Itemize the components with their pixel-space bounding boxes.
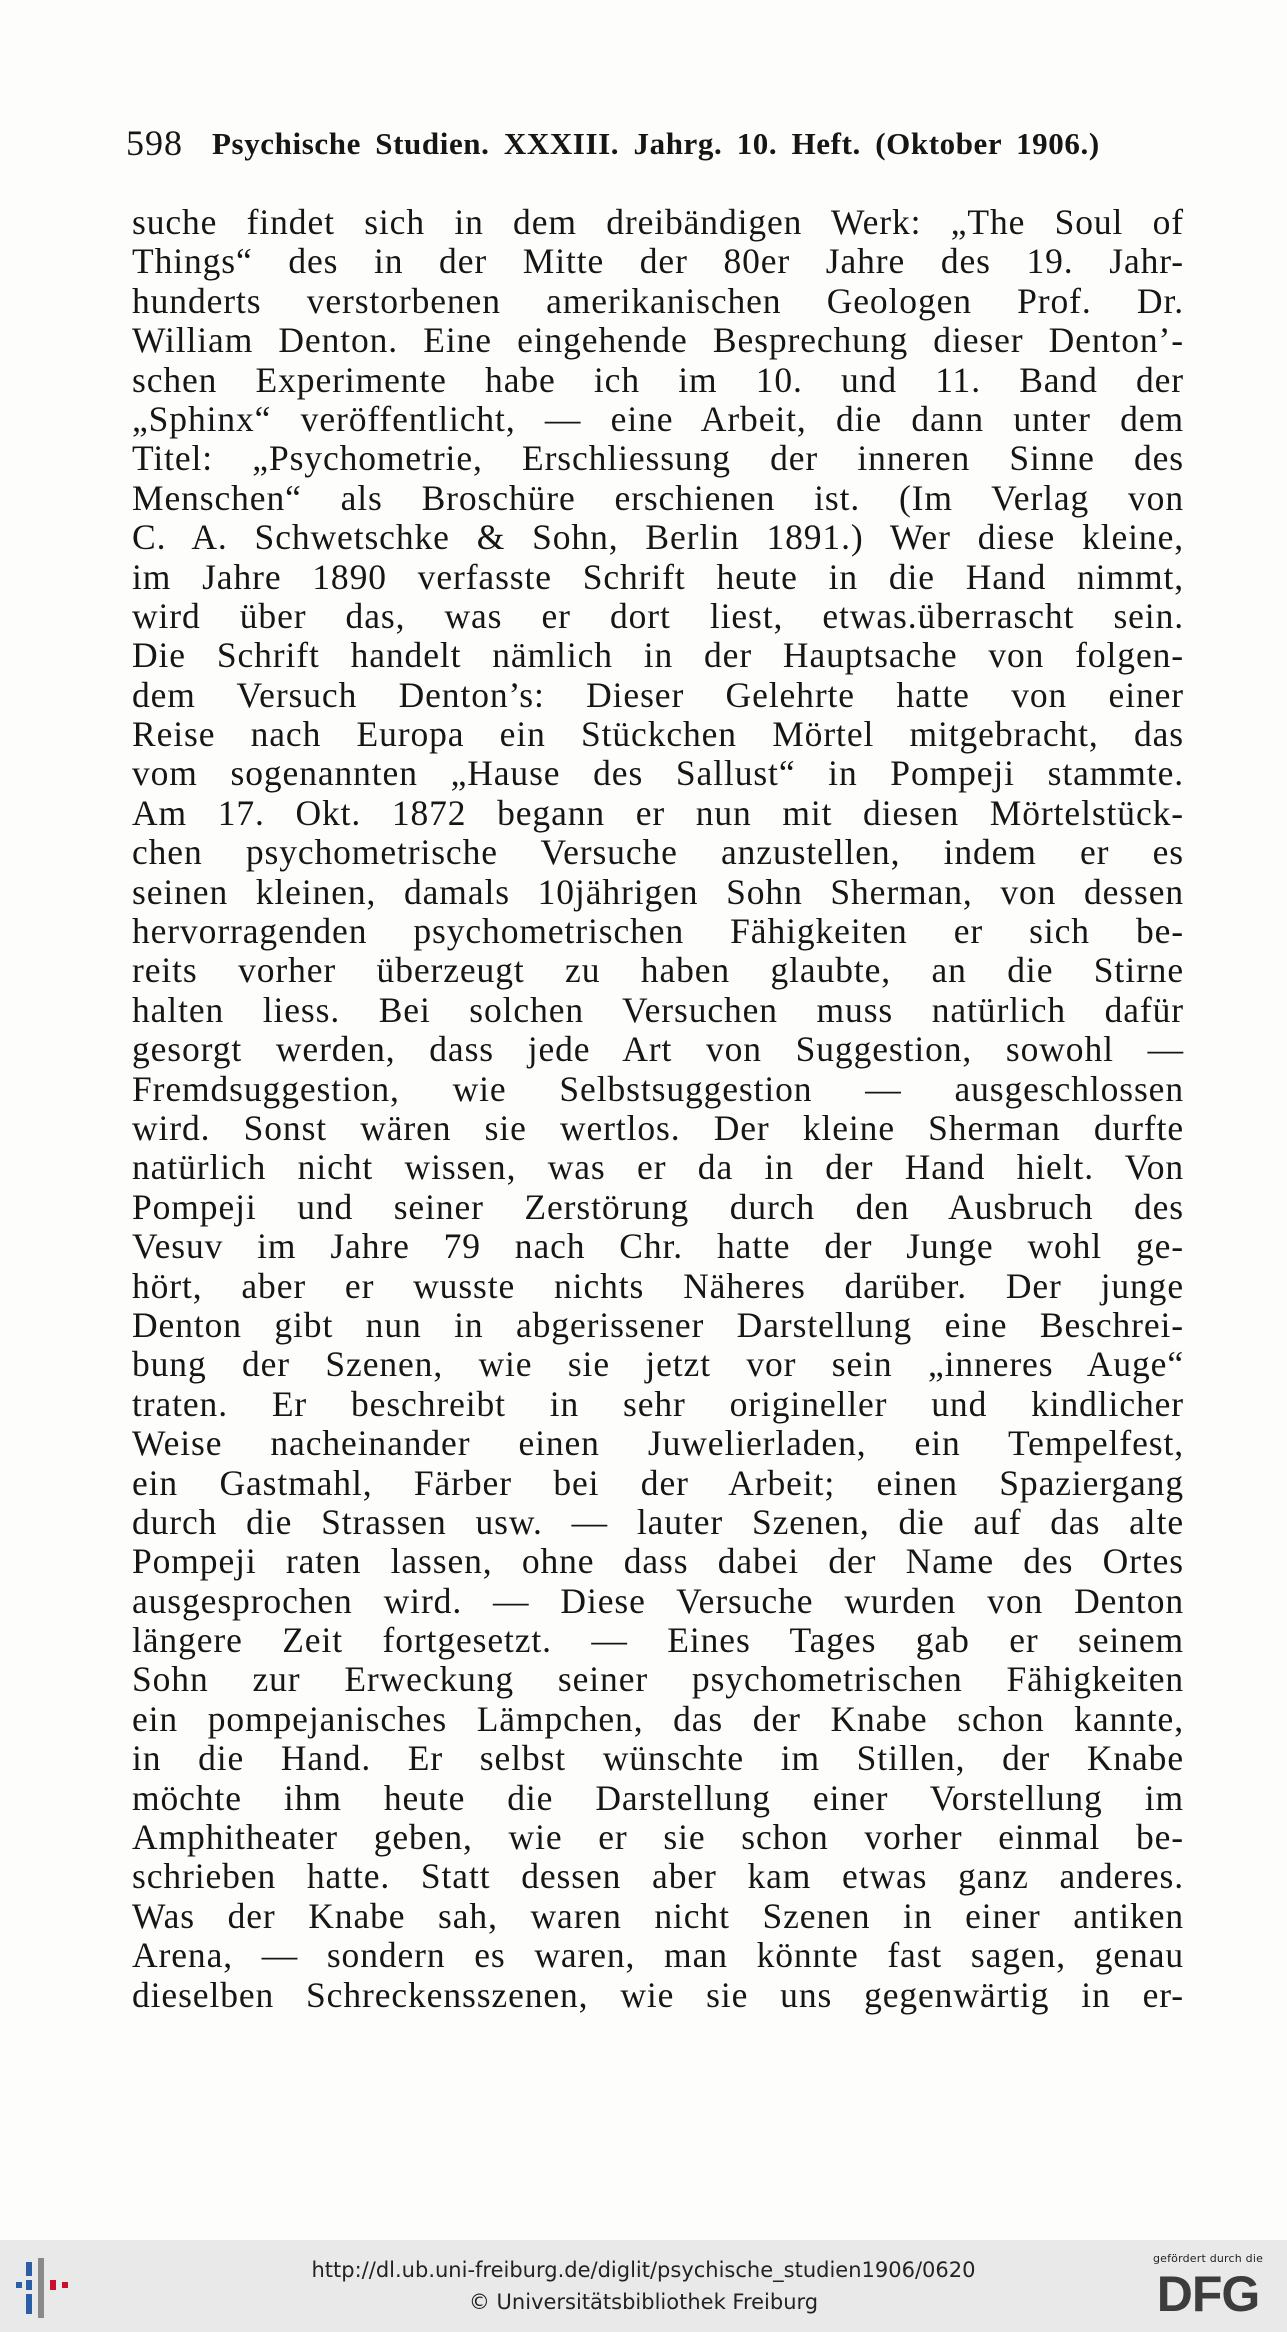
text-line: Pompeji raten lassen, ohne dass dabei der Name des Ortes (132, 1541, 1184, 1582)
text-line: wird. Sonst wären sie wertlos. Der kleine Sherman durfte (132, 1107, 1184, 1148)
text-line: Sohn zur Erweckung seiner psychometrischen Fähigkeiten (132, 1659, 1184, 1700)
journal-header-title: Psychische Studien. XXXIII. Jahrg. 10. Heft. (Oktober 1906.) (212, 126, 1100, 161)
text-line: in die Hand. Er selbst wünschte im Stillen, der Knabe (132, 1738, 1184, 1779)
text-line: wird über das, was er dort liest, etwas.überrascht sein. (132, 595, 1184, 636)
text-line: Things“ des in der Mitte der 80er Jahre des 19. Jahr- (132, 241, 1184, 282)
text-line: hört, aber er wusste nichts Näheres darüber. Der junge (132, 1265, 1184, 1306)
viewer-footer (0, 2240, 1287, 2332)
text-line: ein pompejanisches Lämpchen, das der Knabe schon kannte, (132, 1698, 1184, 1739)
text-line: Reise nach Europa ein Stückchen Mörtel mitgebracht, das (132, 714, 1184, 755)
text-line: ein Gastmahl, Färber bei der Arbeit; einen Spaziergang (132, 1462, 1184, 1503)
text-line: dem Versuch Denton’s: Dieser Gelehrte hatte von einer (132, 674, 1184, 715)
text-line: Pompeji und seiner Zerstörung durch den Ausbruch des (132, 1186, 1184, 1227)
text-line: möchte ihm heute die Darstellung einer Vorstellung im (132, 1777, 1184, 1818)
text-line: Die Schrift handelt nämlich in der Hauptsache von folgen- (132, 635, 1184, 676)
text-line: Amphitheater geben, wie er sie schon vorher einmal be- (132, 1817, 1184, 1858)
text-line: Arena, — sondern es waren, man könnte fast sagen, genau (132, 1935, 1184, 1976)
text-line: bung der Szenen, wie sie jetzt vor sein „inneres Auge“ (132, 1344, 1184, 1385)
text-line: schrieben hatte. Statt dessen aber kam etwas ganz anderes. (132, 1856, 1184, 1897)
text-line: Am 17. Okt. 1872 begann er nun mit diesen Mörtelstück- (132, 792, 1184, 833)
running-header (126, 122, 1176, 168)
text-line: suche findet sich in dem dreibändigen Werk: „The Soul of (132, 202, 1184, 242)
text-line: vom sogenannten „Hause des Sallust“ in Pompeji stammte. (132, 753, 1184, 794)
text-line: schen Experimente habe ich im 10. und 11. Band der (132, 359, 1184, 400)
text-line: Vesuv im Jahre 79 nach Chr. hatte der Junge wohl ge- (132, 1226, 1184, 1267)
copyright-notice: © Universitätsbibliothek Freiburg (468, 2290, 819, 2314)
text-line: halten liess. Bei solchen Versuchen muss natürlich dafür (132, 989, 1184, 1030)
text-line: gesorgt werden, dass jede Art von Suggestion, sowohl — (132, 1029, 1184, 1070)
text-line: William Denton. Eine eingehende Besprechung dieser Denton’- (132, 320, 1184, 361)
text-line: hervorragenden psychometrischen Fähigkeiten er sich be- (132, 911, 1184, 952)
text-line: hunderts verstorbenen amerikanischen Geologen Prof. Dr. (132, 280, 1184, 321)
text-line: im Jahre 1890 verfasste Schrift heute in die Hand nimmt, (132, 556, 1184, 597)
dfg-caption: gefördert durch die (1152, 2252, 1264, 2265)
text-line: chen psychometrische Versuche anzustellen, indem er es (132, 832, 1184, 873)
text-line: Was der Knabe sah, waren nicht Szenen in einer antiken (132, 1895, 1184, 1936)
dfg-funding-badge (1136, 2252, 1280, 2326)
text-line: dieselben Schreckensszenen, wie sie uns gegenwärtig in er- (132, 1974, 1184, 2015)
page-number: 598 (126, 123, 183, 163)
text-line: natürlich nicht wissen, was er da in der Hand hielt. Von (132, 1147, 1184, 1188)
text-line: traten. Er beschreibt in sehr origineller und kindlicher (132, 1383, 1184, 1424)
text-line: Weise nacheinander einen Juwelierladen, ein Tempelfest, (132, 1423, 1184, 1464)
source-url[interactable]: http://dl.ub.uni-freiburg.de/diglit/psychische_studien1906/0620 (311, 2258, 976, 2282)
text-line: seinen kleinen, damals 10jährigen Sohn Sherman, von dessen (132, 871, 1184, 912)
text-line: Denton gibt nun in abgerissener Darstellung eine Beschrei- (132, 1304, 1184, 1345)
body-text (132, 203, 1184, 2015)
text-line: C. A. Schwetschke & Sohn, Berlin 1891.) Wer diese kleine, (132, 517, 1184, 558)
text-line: Fremdsuggestion, wie Selbstsuggestion — ausgeschlossen (132, 1068, 1184, 1109)
text-line: „Sphinx“ veröffentlicht, — eine Arbeit, die dann unter dem (132, 398, 1184, 439)
text-line: Titel: „Psychometrie, Erschliessung der inneren Sinne des (132, 438, 1184, 479)
text-line: reits vorher überzeugt zu haben glaubte, an die Stirne (132, 950, 1184, 991)
text-line: durch die Strassen usw. — lauter Szenen, die auf das alte (132, 1501, 1184, 1542)
text-line: ausgesprochen wird. — Diese Versuche wurden von Denton (132, 1580, 1184, 1621)
dfg-logo: DFG (1156, 2266, 1260, 2322)
text-line: Menschen“ als Broschüre erschienen ist. (Im Verlag von (132, 477, 1184, 518)
text-line: längere Zeit fortgesetzt. — Eines Tages gab er seinem (132, 1620, 1184, 1661)
